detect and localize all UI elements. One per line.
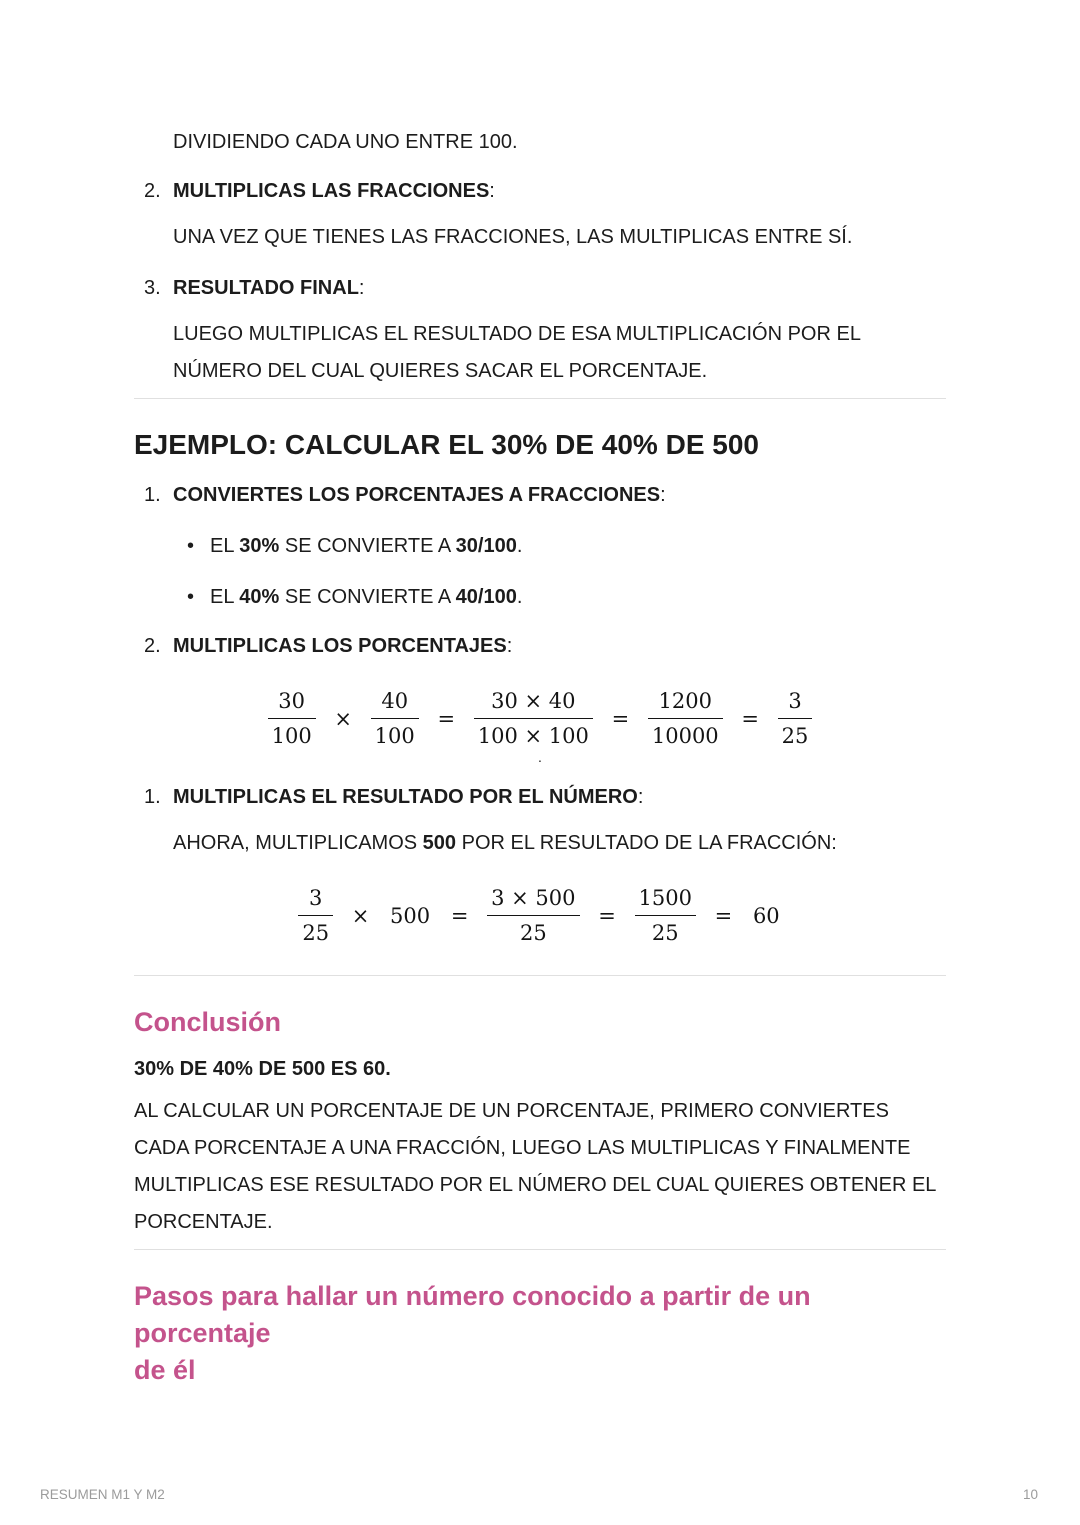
footer-doc-title: RESUMEN M1 Y M2 [40, 1487, 165, 1502]
numerator: 1200 [658, 689, 712, 713]
denominator: 25 [298, 915, 333, 945]
operator: = [741, 706, 759, 731]
next-section-heading-line1: Pasos para hallar un número conocido a partir de un porcentaje [134, 1281, 811, 1348]
item-title: MULTIPLICAS LAS FRACCIONES [173, 180, 490, 202]
ordered-item [134, 477, 946, 514]
fraction [778, 689, 813, 748]
fraction [298, 886, 333, 945]
section-divider [134, 975, 946, 976]
item-number: 2. [144, 180, 161, 202]
item-colon: : [637, 786, 644, 808]
item-number: 1. [144, 786, 161, 808]
operator: × [334, 706, 352, 731]
ordered-item [134, 270, 946, 390]
bullet-item [134, 579, 946, 616]
step-body-segment: AHORA, MULTIPLICAMOS [173, 832, 423, 854]
item-title-line [173, 779, 946, 816]
step-body [173, 825, 946, 862]
bullet-text [210, 579, 522, 616]
fraction [474, 689, 593, 748]
step-body-segment: POR EL RESULTADO DE LA FRACCIÓN: [456, 832, 837, 854]
example-heading-prefix: EJEMPLO: CALCULAR EL [134, 429, 492, 460]
item-title-line [173, 628, 946, 665]
bullet-text-segment: SE CONVIERTE A [279, 535, 456, 557]
numerator: 1500 [638, 886, 692, 910]
conclusion-paragraph: AL CALCULAR UN PORCENTAJE DE UN PORCENTAJE, PRIMERO CONVIERTES CADA PORCENTAJE A UNA FRACCIÓN, LUEGO LAS MULTIPLICAS Y FINALMENTE MULTIPLICAS ESE RESULTADO POR EL NÚMERO DEL CUAL QUIERES OBTENER EL PORCENTAJE. [134, 1100, 936, 1233]
item-number: 3. [144, 277, 161, 299]
denominator: 25 [635, 915, 696, 945]
bullet-text-segment: EL [210, 586, 240, 608]
bullet-marker: • [187, 586, 195, 608]
page-footer [40, 1487, 1038, 1503]
fraction [635, 886, 696, 945]
conclusion-bold-line [134, 1051, 946, 1088]
item-body: UNA VEZ QUE TIENES LAS FRACCIONES, LAS MULTIPLICAS ENTRE SÍ. [173, 226, 853, 248]
section-divider [134, 398, 946, 399]
example-heading [134, 427, 946, 463]
example-heading-bold: 30% DE 40% DE 500 [491, 429, 759, 460]
denominator: 10000 [648, 718, 723, 748]
factor: 500 [390, 903, 431, 928]
fraction [648, 689, 723, 748]
fraction [371, 689, 419, 748]
equation-period: . [538, 749, 542, 765]
conclusion-heading: Conclusión [134, 1007, 281, 1037]
bullet-bold: 40% [239, 586, 280, 608]
operator: = [611, 706, 630, 731]
item-title-line [173, 173, 946, 210]
bullet-bold: 30/100 [455, 535, 517, 557]
item-colon: : [489, 180, 495, 202]
denominator: 100 [371, 718, 419, 748]
numerator: 30 [278, 689, 305, 713]
ordered-item [134, 628, 946, 665]
section-divider [134, 1249, 946, 1250]
bullet-item [134, 528, 946, 565]
operator: × [351, 903, 370, 928]
item-number: 2. [144, 635, 161, 657]
item-title: MULTIPLICAS LOS PORCENTAJES [173, 635, 507, 657]
item-title-line [173, 270, 946, 307]
footer-page-number: 10 [1022, 1487, 1038, 1502]
equation-1 [134, 689, 946, 748]
ordered-item [134, 173, 946, 256]
denominator: 25 [487, 915, 579, 945]
operator: = [450, 903, 469, 928]
numerator: 3 [309, 886, 323, 910]
conclusion-bold-text: 30% DE 40% DE 500 ES 60. [134, 1058, 391, 1080]
numerator: 40 [381, 689, 409, 713]
result-value: 60 [752, 903, 780, 928]
step-body-bold: 500 [422, 832, 457, 854]
denominator: 100 [268, 718, 316, 748]
next-section-heading-line2: de él [134, 1355, 196, 1385]
item-title: RESULTADO FINAL [173, 277, 359, 299]
bullet-text-segment: . [516, 535, 523, 557]
fraction [268, 689, 316, 748]
equation-2 [134, 886, 946, 945]
denominator: 100 × 100 [474, 718, 593, 748]
fraction [487, 886, 579, 945]
bullet-text-segment: . [516, 586, 523, 608]
numerator: 30 × 40 [491, 689, 576, 713]
operator: = [437, 706, 456, 731]
ordered-item [134, 779, 946, 862]
item-colon: : [660, 484, 666, 506]
numerator: 3 [788, 689, 802, 713]
operator: = [714, 903, 733, 928]
bullet-bold: 40/100 [455, 586, 517, 608]
bullet-text [210, 528, 522, 565]
item-colon: : [358, 277, 365, 299]
bullet-text-segment: EL [210, 535, 240, 557]
bullet-bold: 30% [239, 535, 280, 557]
bullet-marker: • [187, 535, 195, 557]
continuation-text: DIVIDIENDO CADA UNO ENTRE 100. [173, 131, 518, 153]
item-title: CONVIERTES LOS PORCENTAJES A FRACCIONES [173, 484, 661, 506]
item-title: MULTIPLICAS EL RESULTADO POR EL NÚMERO [173, 786, 638, 808]
numerator: 3 × 500 [491, 886, 576, 910]
item-body: LUEGO MULTIPLICAS EL RESULTADO DE ESA MULTIPLICACIÓN POR EL NÚMERO DEL CUAL QUIERES SACAR EL PORCENTAJE. [173, 323, 861, 382]
next-section-heading [134, 1278, 946, 1389]
bullet-text-segment: SE CONVIERTE A [279, 586, 456, 608]
denominator: 25 [778, 718, 813, 748]
item-colon: : [506, 635, 513, 657]
item-number: 1. [144, 484, 161, 506]
operator: = [598, 903, 616, 928]
item-title-line [173, 477, 946, 514]
